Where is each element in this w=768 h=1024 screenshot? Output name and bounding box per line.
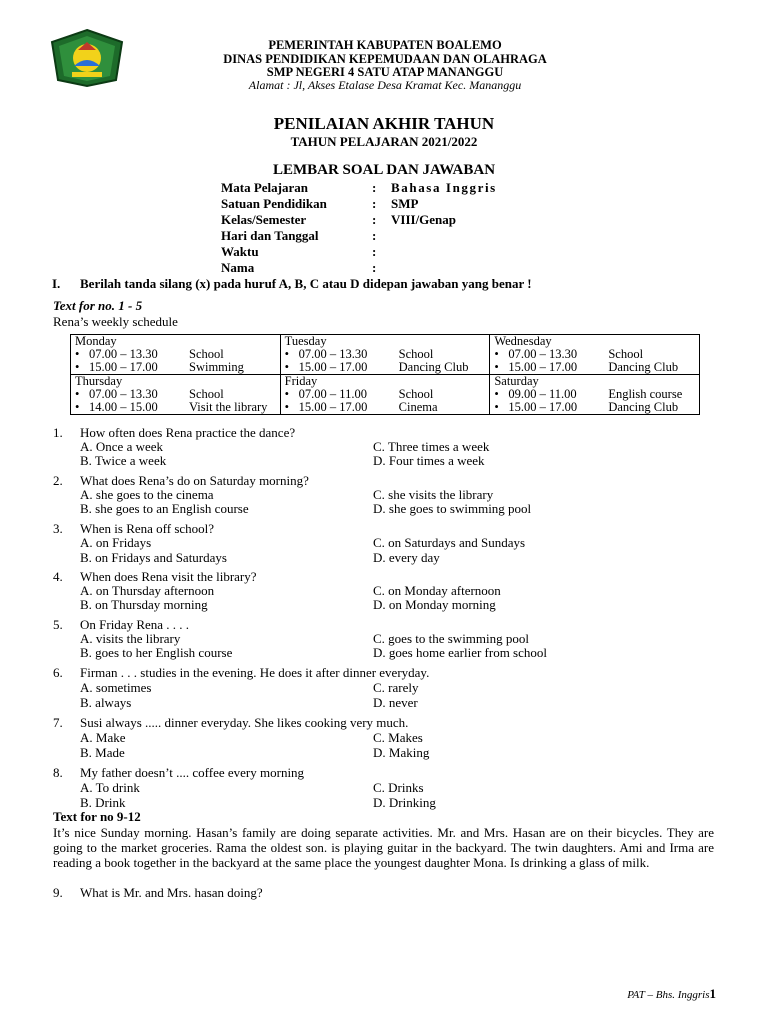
option-b: B. Made (80, 745, 125, 760)
option-d: D. Making (373, 745, 430, 760)
schedule-activity: English course (608, 387, 683, 401)
schedule-cell: Thursday • 07.00 – 13.30 School • 14.00 – 15.00 Visit the library (71, 375, 281, 415)
option-c: C. Three times a week (373, 439, 490, 454)
schedule-activity: School (189, 387, 224, 401)
page-footer (627, 986, 716, 1002)
schedule-time: 07.00 – 11.00 (298, 387, 367, 401)
meta-value-subject: Bahasa Inggris (391, 180, 497, 195)
schedule-activity: School (398, 347, 434, 361)
option-b: B. on Thursday morning (80, 597, 208, 612)
question-stem: My father doesn’t .... coffee every morning (80, 765, 305, 780)
schedule-day: Thursday (75, 374, 123, 388)
schedule-day: Wednesday (494, 334, 552, 348)
question-number: 2. (53, 473, 63, 488)
schedule-day: Tuesday (284, 334, 327, 348)
schedule-caption: Rena’s weekly schedule (53, 314, 178, 329)
schedule-time: 15.00 – 17.00 (298, 400, 368, 414)
sheet-title: LEMBAR SOAL DAN JAWABAN (272, 162, 496, 178)
instruction-text: Berilah tanda silang (x) pada huruf A, B, C atau D didepan jawaban yang benar ! (80, 276, 532, 291)
schedule-activity: School (398, 387, 434, 401)
schedule-day: Monday (75, 334, 117, 348)
option-d: D. on Monday morning (373, 597, 496, 612)
option-d: D. she goes to swimming pool (373, 501, 532, 516)
option-c: C. she visits the library (373, 487, 494, 502)
schedule-activity: Swimming (189, 360, 244, 374)
meta-value-class: VIII/Genap (391, 212, 457, 227)
header-address: Alamat : Jl, Akses Etalase Desa Kramat Kec. Mananggu (248, 78, 522, 92)
option-a: A. she goes to the cinema (80, 487, 214, 502)
meta-label: Hari dan Tanggal (221, 228, 319, 243)
schedule-day: Friday (284, 374, 318, 388)
meta-label: Mata Pelajaran (221, 180, 309, 195)
text-heading-1-5: Text for no. 1 - 5 (53, 298, 143, 313)
question-stem: On Friday Rena . . . . (80, 617, 190, 632)
option-c: C. Makes (373, 730, 423, 745)
text-heading-9-12: Text for no 9-12 (53, 809, 141, 824)
regency-logo (48, 28, 126, 88)
schedule-activity: Cinema (398, 400, 438, 414)
schedule-time: 15.00 – 17.00 (508, 400, 578, 414)
question-stem: What does Rena’s do on Saturday morning? (80, 473, 309, 488)
schedule-time: 15.00 – 17.00 (508, 360, 578, 374)
option-d: D. never (373, 695, 418, 710)
meta-label: Waktu (221, 244, 259, 259)
question-number: 4. (53, 569, 63, 584)
schedule-activity: Dancing Club (398, 360, 469, 374)
option-b: B. Twice a week (80, 453, 167, 468)
exam-title: PENILAIAN AKHIR TAHUN (273, 114, 495, 133)
meta-label: Nama (221, 260, 255, 275)
option-b: B. on Fridays and Saturdays (80, 550, 227, 565)
schedule-activity: Visit the library (189, 400, 268, 414)
schedule-cell: Wednesday • 07.00 – 13.30 School • 15.00 – 17.00 Dancing Club (490, 335, 700, 375)
question-number: 7. (53, 715, 63, 730)
schedule-cell: Monday • 07.00 – 13.30 School • 15.00 – 17.00 Swimming (71, 335, 281, 375)
instruction-number: I. (52, 276, 61, 291)
meta-label: Kelas/Semester (221, 212, 307, 227)
schedule-table (70, 334, 700, 415)
header-line-3: SMP NEGERI 4 SATU ATAP MANANGGU (266, 65, 504, 79)
question-number: 5. (53, 617, 63, 632)
option-a: A. visits the library (80, 631, 181, 646)
option-a: A. sometimes (80, 680, 152, 695)
option-d: D. Drinking (373, 795, 436, 810)
option-b: B. always (80, 695, 132, 710)
question-stem: Susi always ..... dinner everyday. She likes cooking very much. (80, 715, 409, 730)
question-stem: Firman . . . studies in the evening. He does it after dinner everyday. (80, 665, 430, 680)
question-stem: How often does Rena practice the dance? (80, 425, 296, 440)
option-c: C. goes to the swimming pool (373, 631, 529, 646)
schedule-time: 15.00 – 17.00 (298, 360, 368, 374)
schedule-time: 07.00 – 13.30 (298, 347, 368, 361)
option-c: C. on Saturdays and Sundays (373, 535, 526, 550)
header-line-2: DINAS PENDIDIKAN KEPEMUDAAN DAN OLAHRAGA (223, 52, 547, 66)
meta-value-level: SMP (391, 196, 419, 211)
question-stem: When does Rena visit the library? (80, 569, 257, 584)
schedule-day: Saturday (494, 374, 539, 388)
question-stem: When is Rena off school? (80, 521, 215, 536)
academic-year: TAHUN PELAJARAN 2021/2022 (290, 134, 478, 149)
option-a: A. on Thursday afternoon (80, 583, 215, 598)
footer-text: PAT – Bhs. Inggris (627, 989, 710, 1001)
option-b: B. she goes to an English course (80, 501, 249, 516)
question-number: 8. (53, 765, 63, 780)
question-number: 3. (53, 521, 63, 536)
schedule-cell: Tuesday • 07.00 – 13.30 School • 15.00 – 17.00 Dancing Club (280, 335, 490, 375)
question-stem: What is Mr. and Mrs. hasan doing? (80, 885, 263, 900)
schedule-activity: Dancing Club (608, 360, 679, 374)
page-number: 1 (709, 986, 716, 1001)
option-d: D. Four times a week (373, 453, 485, 468)
schedule-time: 07.00 – 13.30 (508, 347, 578, 361)
option-a: A. Once a week (80, 439, 164, 454)
question-number: 6. (53, 665, 63, 680)
schedule-activity: Dancing Club (608, 400, 679, 414)
meta-label: Satuan Pendidikan (221, 196, 327, 211)
option-c: C. on Monday afternoon (373, 583, 501, 598)
option-a: A. on Fridays (80, 535, 152, 550)
option-d: D. every day (373, 550, 440, 565)
schedule-time: 07.00 – 13.30 (89, 387, 158, 401)
option-a: A. To drink (80, 780, 140, 795)
schedule-time: 15.00 – 17.00 (89, 360, 158, 374)
schedule-activity: School (608, 347, 644, 361)
question-number: 9. (53, 885, 63, 900)
reading-passage: It’s nice Sunday morning. Hasan’s family are doing separate activities. Mr. and Mrs. Hasan are on their bicycles. They are going to the market groceries. Rama the oldest son. is playing guitar in the backyard. The twin daughters. Ami and Irma are reading a book together in the backyard at the same place the youngest daughter Mona. Is drinking a glass of milk. (53, 825, 714, 870)
option-c: C. Drinks (373, 780, 424, 795)
header-line-1: PEMERINTAH KABUPATEN BOALEMO (268, 38, 502, 52)
schedule-time: 07.00 – 13.30 (89, 347, 158, 361)
option-d: D. goes home earlier from school (373, 645, 548, 660)
option-c: C. rarely (373, 680, 419, 695)
option-a: A. Make (80, 730, 126, 745)
option-b: B. goes to her English course (80, 645, 233, 660)
schedule-activity: School (189, 347, 224, 361)
schedule-cell: Saturday • 09.00 – 11.00 English course • 15.00 – 17.00 Dancing Club (490, 375, 700, 415)
question-9 (53, 885, 263, 901)
schedule-cell: Friday • 07.00 – 11.00 School • 15.00 – 17.00 Cinema (280, 375, 490, 415)
option-b: B. Drink (80, 795, 126, 810)
schedule-time: 09.00 – 11.00 (508, 387, 577, 401)
instruction (52, 276, 532, 292)
schedule-time: 14.00 – 15.00 (89, 400, 158, 414)
question-number: 1. (53, 425, 63, 440)
